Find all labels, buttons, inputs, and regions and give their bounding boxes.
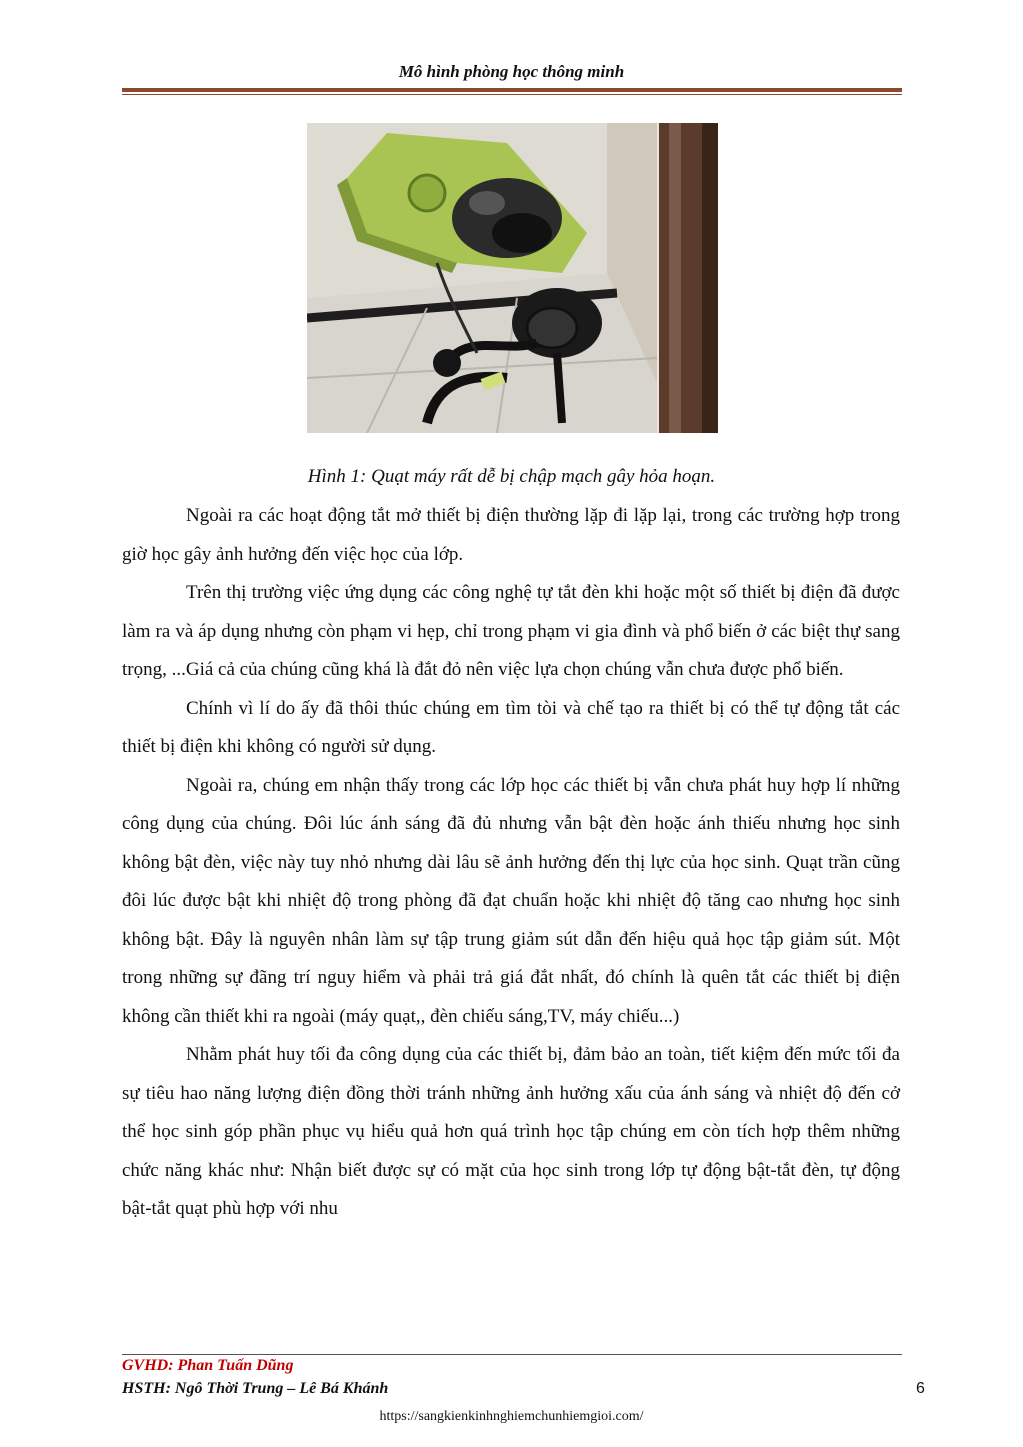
paragraph: Ngoài ra các hoạt động tắt mở thiết bị điện thường lặp đi lặp lại, trong các trường hợp trong giờ học gây ảnh hưởng đến việc học của lớp. bbox=[122, 505, 900, 565]
source-url[interactable]: https://sangkienkinhnghiemchunhiemgioi.com/ bbox=[379, 1409, 644, 1424]
footer-rule bbox=[122, 1354, 902, 1355]
header-rule-thin bbox=[122, 94, 902, 95]
paragraph: Chính vì lí do ấy đã thôi thúc chúng em tìm tòi và chế tạo ra thiết bị có thể tự động tắt các thiết bị điện khi không có người sử dụng. bbox=[122, 697, 900, 757]
header-rule bbox=[122, 88, 902, 92]
paragraph: Nhằm phát huy tối đa công dụng của các thiết bị, đảm bảo an toàn, tiết kiệm đến mức tối đa sự tiêu hao năng lượng điện đồng thời tránh những ảnh hưởng xấu của ánh sáng và nhiệt độ đến cở thể học sinh góp phần phục vụ hiểu quả hơn quá trình học tập chúng em còn tích hợp thêm những chức năng khác như: Nhận biết được sự có mặt của học sinh trong lớp tự động bật-tắt đèn, tự động bật-tắt quạt phù hợp với nhu bbox=[122, 1044, 900, 1219]
footer-supervisor: GVHD: Phan Tuấn Dũng bbox=[122, 1357, 294, 1374]
footer-students: HSTH: Ngô Thời Trung – Lê Bá Khánh bbox=[122, 1380, 389, 1397]
paragraph: Ngoài ra, chúng em nhận thấy trong các lớp học các thiết bị vẫn chưa phát huy hợp lí những công dụng của chúng. Đôi lúc ánh sáng đã đủ nhưng vẫn bật đèn hoặc ánh thiếu nhưng học sinh không bật đèn, việc này tuy nhỏ nhưng dài lâu sẽ ảnh hưởng đến thị lực của học sinh. Quạt trần cũng đôi lúc được bật khi nhiệt độ trong phòng đã đạt chuẩn hoặc khi nhiệt độ tăng cao nhưng học sinh không bật. Đây là nguyên nhân làm sự tập trung giảm sút dẫn đến hiệu quả học tập giảm sút. Một trong những sự đãng trí nguy hiểm và phải trả giá đắt nhất, đó chính là quên tắt các thiết bị điện không cần thiết khi ra ngoài (máy quạt,, đèn chiếu sáng,TV, máy chiếu...) bbox=[122, 774, 900, 1027]
body-text bbox=[122, 497, 900, 1229]
burnt-fan-photo bbox=[307, 123, 718, 433]
paragraph: Trên thị trường việc ứng dụng các công nghệ tự tắt đèn khi hoặc một số thiết bị điện đã được làm ra và áp dụng nhưng còn phạm vi hẹp, chỉ trong phạm vi gia đình và phổ biến ở các biệt thự sang trọng, ...Giá cả của chúng cũng khá là đắt đỏ nên việc lựa chọn chúng vẫn chưa được phổ biến. bbox=[122, 582, 900, 680]
running-header-title: Mô hình phòng học thông minh bbox=[398, 62, 625, 81]
figure-caption: Hình 1: Quạt máy rất dễ bị chập mạch gây hỏa hoạn. bbox=[307, 466, 716, 487]
page-number: 6 bbox=[916, 1380, 925, 1397]
